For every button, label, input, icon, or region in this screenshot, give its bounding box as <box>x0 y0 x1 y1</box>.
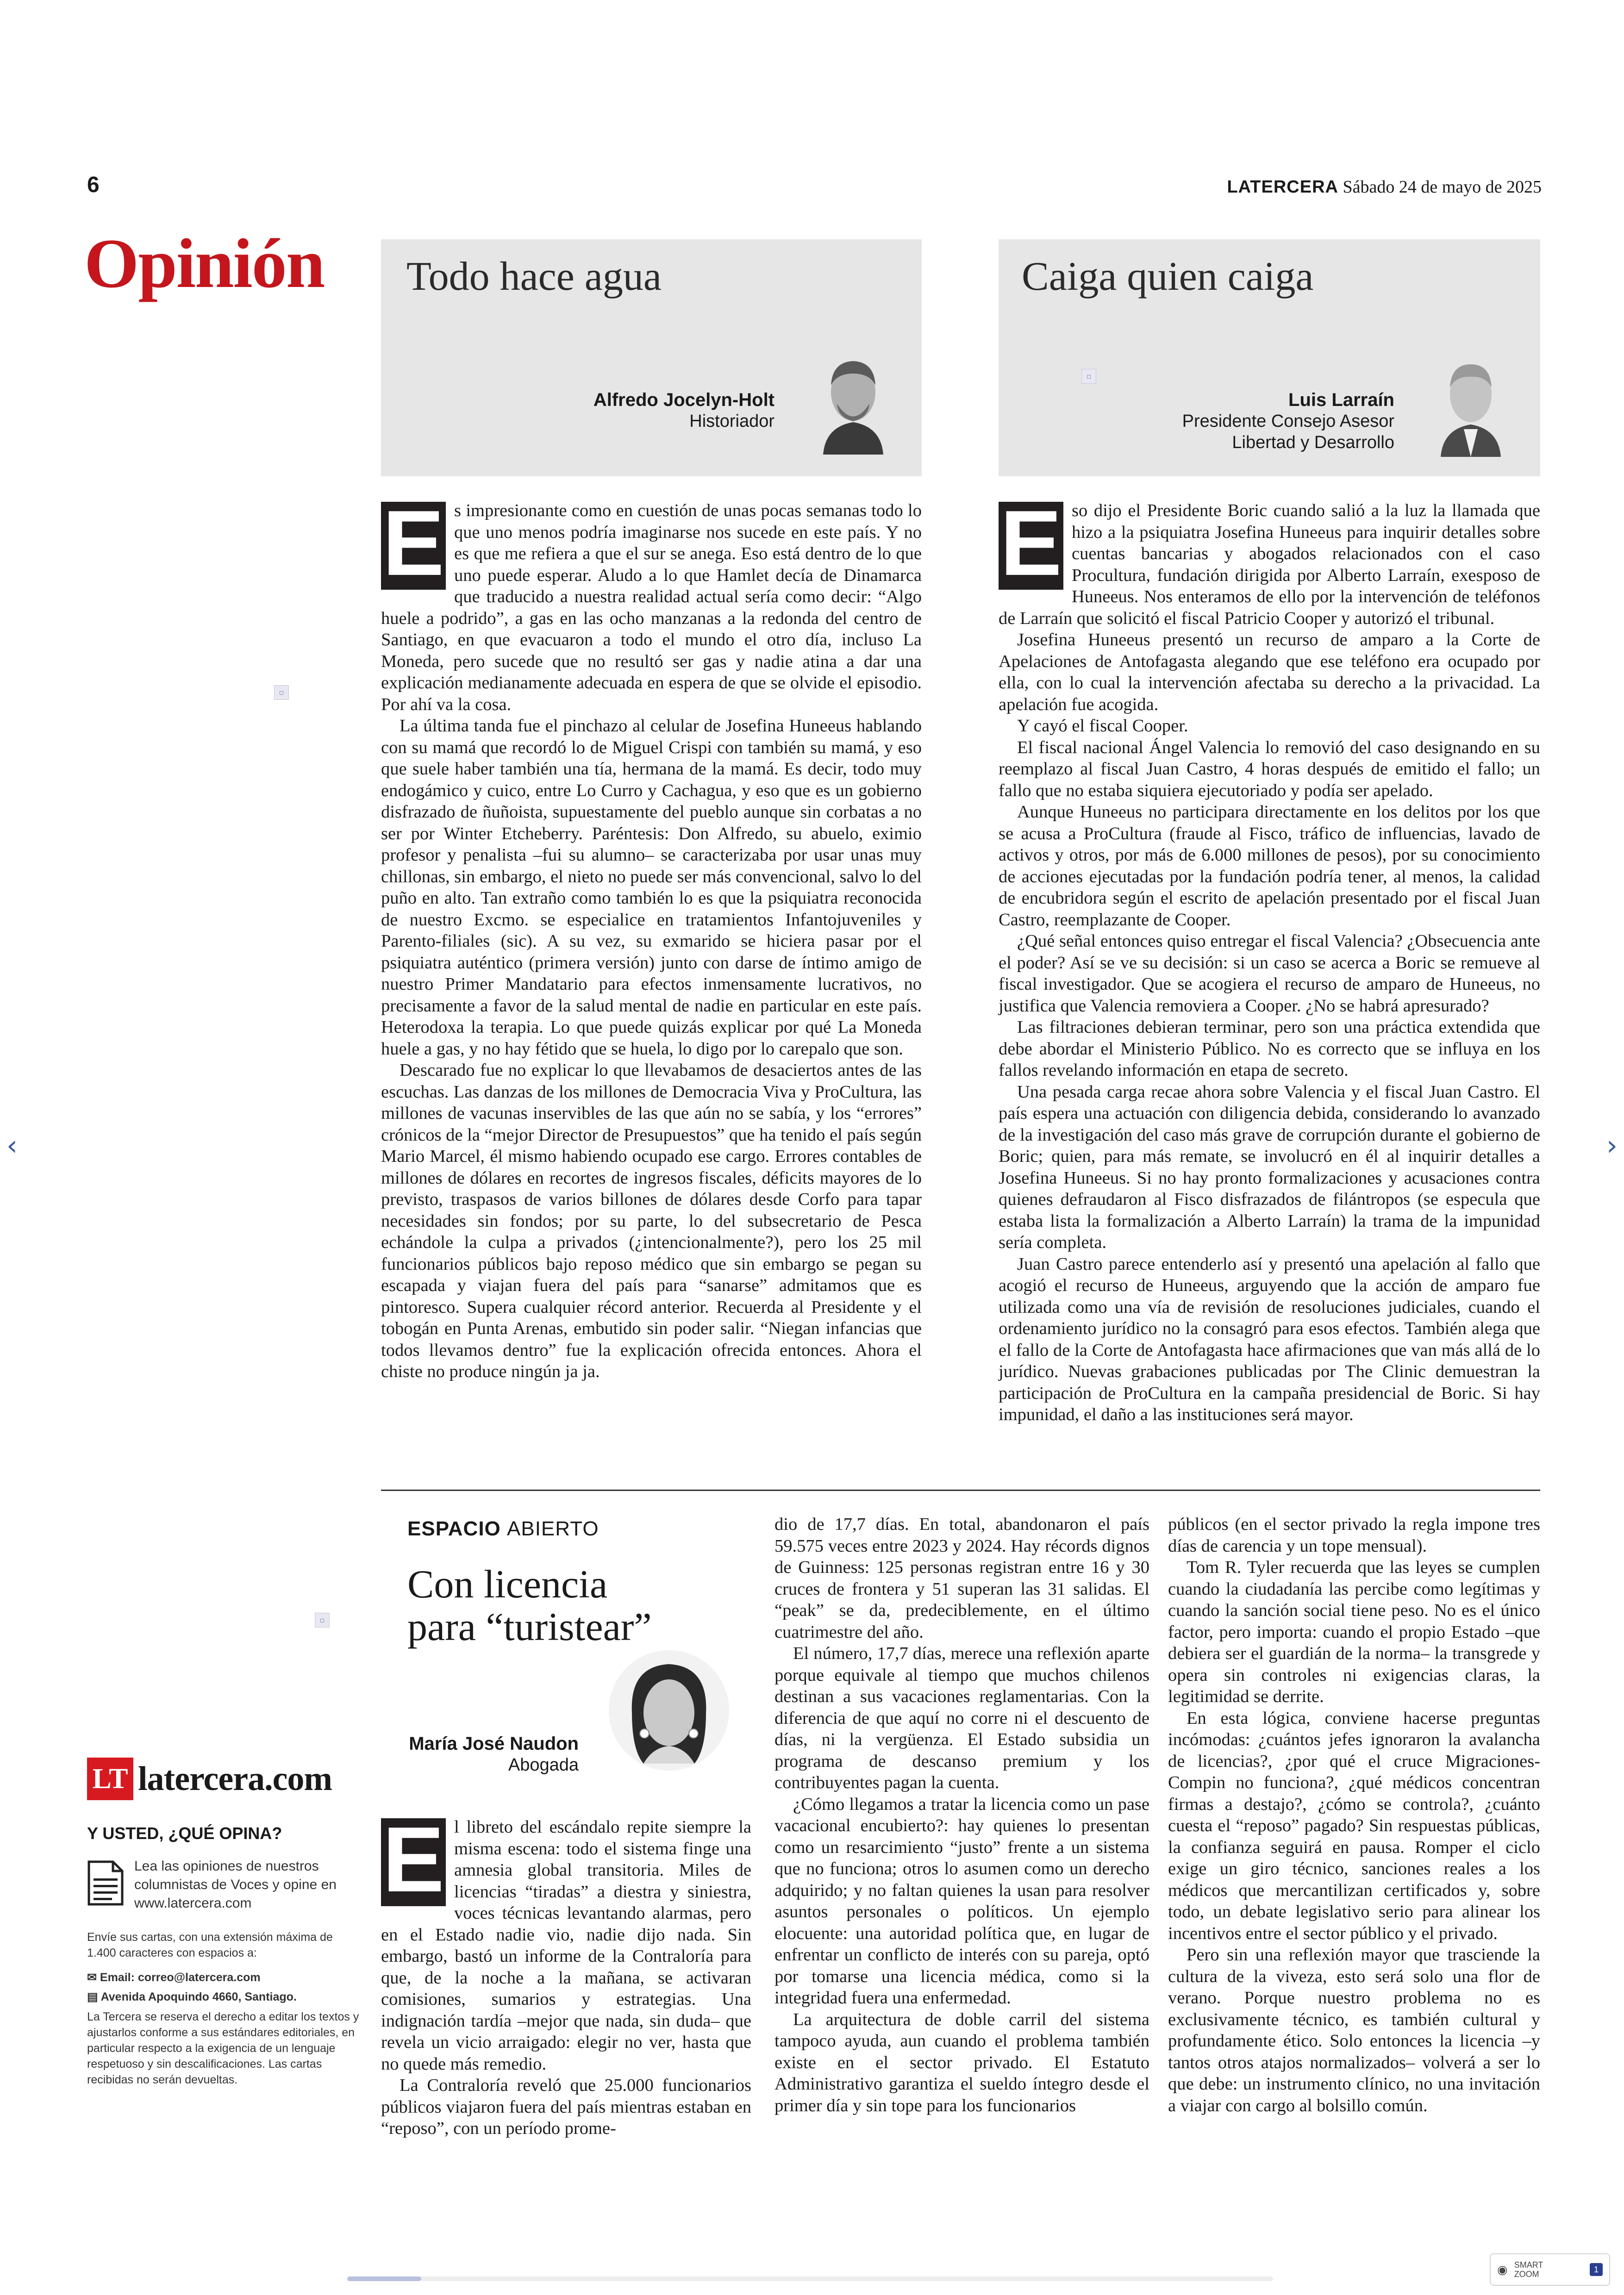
eye-icon: ◉ <box>1497 2262 1508 2276</box>
espacio-column-a <box>381 1808 751 2139</box>
paragraph: La última tanda fue el pinchazo al celular de Josefina Huneeus hablando con su mamá que recordó lo de Miguel Crispi con también su mamá, y eso que suele haber también una tía, hermana de la mamá. Es decir, todo muy endogámico y cuico, entre Lo Curro y Cachagua, y eso que es un gobierno disfrazado de ñuñoista, supuestamente del pueblo aunque sin corbatas a no ser por Winter Etcheberry. Paréntesis: Don Alfredo, su abuelo, eximio profesor y penalista –fui su alumno– se caracterizaba por usar unas muy chillonas, sin embargo, el nieto no puede ser más convencional, salvo lo del puño en alto. Tan extraño como también lo es que la psiquiatra reconocida de nuestro Excmo. se especialice en tratamientos Infantojuveniles y Parento-filiales (sic). A su vez, su exmarido se hiciera pasar por el psiquiatra auténtico (primera versión) junto con darse de íntimo amigo de nuestro Primer Mandatario para efectos inmensamente lucrativos, no precisamente a favor de la salud mental de nadie en particular en este país. Heterodoxa la terapia. Lo que puede quizás explicar por qué La Moneda huele a gas, y no hay fétido que se huela, lo digo por lo carepalo que son. <box>381 716 922 1059</box>
column-title: Todo hace agua <box>406 254 662 299</box>
paragraph: ¿Qué señal entonces quiso entregar el fiscal Valencia? ¿Obsecuencia ante el poder? Así se ve su decisión: si un caso se acerca a Boric se remueve al fiscal investigador. Que se acogiera el recurso de amparo de Huneeus, no justifica que Valencia removiera a Cooper. ¿No se habrá apresurado? <box>999 931 1540 1016</box>
espacio-column-c <box>1168 1514 1540 2116</box>
column-body <box>381 492 922 1383</box>
paragraph: Una pesada carga recae ahora sobre Valencia y el fiscal Juan Castro. El país espera una actuación con diligencia debida, considerando lo avanzado de la investigación del caso más grave de corrupción durante el gobierno de Boric; quien, para más remate, se involucró en él al inquirir detalles a Josefina Huneeus. Si no hay pronto formalizaciones y acusaciones contra quienes defraudaron al Fisco disfrazados de filántropos (se especula que estaba lista la formalización a Alberto Larraín) la trama de la impunidad sería completa. <box>999 1082 1540 1252</box>
column-body <box>999 492 1540 1426</box>
paragraph: Descarado fue no explicar lo que llevabamos de desaciertos antes de las escuchas. Las danzas de los millones de Democracia Viva y ProCultura, las millones de vacunas inservibles de las que aún no se sabía, y los “errores” crónicos de la “mejor Director de Presupuestos” que ha tenido el país según Mario Marcel, él mismo habiendo ocupado ese cargo. Errores contables de millones de dólares en recortes de ingresos fiscales, déficits mayores de lo previsto, traspasos de varios billones de dólares desde Corfo para tapar necesidades sin fondos; por su parte, lo del subsecretario de Pesca echándole la culpa a privados (¿intencionalmente?), pero los 25 mil funcionarios públicos bajo reposo médico que sin embargo se pegan su escapada y viajan fuera del país para “sanarse” admitamos que es pintoresco. Supera cualquier récord anterior. Recuerda al Presidente y el tobogán en Punta Arenas, embutido sin poder salir. “Niegan infancias que todos llevamos dentro” fue la explicación ofrecida entonces. Ahora el chiste no produce ningún ja ja. <box>381 1060 922 1381</box>
paragraph: s impresionante como en cuestión de unas pocas semanas todo lo que uno menos podría imaginarse nos sucede en este país. Y no es que me refiera a que el sur se anega. Eso está dentro de lo que uno puede esperar. Aludo a lo que Hamlet decía de Dinamarca que traducido a nuestra realidad actual sería como decir: “Algo huele a podrido”, a gas en las ocho manzanas a la redonda del centro de Santiago, en que evacuaron a todo el mundo el otro día, incluso La Moneda, pero sucede que no resultó ser gas y nadie atina a dar una explicación medianamente adecuada en espera de que se olvide el episodio. Por ahí va la cosa. <box>381 501 922 714</box>
latercera-logo[interactable] <box>87 1758 332 1800</box>
paragraph: La arquitectura de doble carril del sistema tampoco ayuda, aun cuando el problema también existe en el sector privado. El Estatuto Administrativo garantiza el sueldo íntegro desde el primer día y sin tope para los funcionarios <box>775 2009 1149 2115</box>
espacio-title: Con licencia para “turistear” <box>407 1562 652 1649</box>
author-portrait <box>1434 348 1508 457</box>
paragraph: El número, 17,7 días, merece una reflexión aparte porque equivale al tiempo que muchos chilenos destinan a sus vacaciones reglamentarias. Con la diferencia de que aquí no corre ni el descuento de días, ni la vergüenza. El Estado subsidia un programa de descanso premium y los contribuyentes pagan la cuenta. <box>775 1644 1149 1792</box>
sidebar-send-note: Envíe sus cartas, con una extensión máxima de 1.400 caracteres con espacios a: <box>87 1931 333 1959</box>
dropcap: E <box>381 502 446 590</box>
dropcap: E <box>381 1818 446 1906</box>
paper-date <box>1227 177 1542 197</box>
smart-zoom-button[interactable] <box>1490 2253 1610 2286</box>
paragraph: La Contraloría reveló que 25.000 funcionarios públicos viajaron fuera del país mientras estaban en “reposo”, con un período prome- <box>381 2076 751 2138</box>
paragraph: Aunque Huneeus no participara directamente en los delitos por los que se acusa a ProCultura (fraude al Fisco, tráfico de influencias, lavado de activos y otros, por más de 6.000 millones de pesos), por su conocimiento de acciones ejecutadas por la fundación podría tener, al menos, la calidad de encubridora según el escrito de apelación presentado por el fiscal Juan Castro, reemplazante de Cooper. <box>999 802 1540 929</box>
smart-zoom-label: SMART ZOOM <box>1514 2260 1543 2279</box>
annotation-icon[interactable]: ▫ <box>1081 369 1096 384</box>
dropcap: E <box>999 502 1063 590</box>
paragraph: so dijo el Presidente Boric cuando salió a la luz la llamada que hizo a la psiquiatra Josefina Huneeus para inquirir detalles sobre cuentas bancarias y abogados relacionados con el caso Procultura, fundación dirigida por Alberto Larraín, exesposo de Huneeus. Nos enteramos de ello por la intervención de teléfonos de Larraín que solicitó el fiscal Patricio Cooper y autorizó el tribunal. <box>999 501 1540 628</box>
paragraph: públicos (en el sector privado la regla impone tres días de carencia y un tope mensual). <box>1168 1515 1540 1556</box>
sidebar-email[interactable]: ✉ Email: correo@latercera.com <box>87 1971 261 1984</box>
author-role: Libertad y Desarrollo <box>1232 433 1394 452</box>
annotation-icon[interactable]: ▫ <box>274 685 289 700</box>
sidebar-disclaimer: La Tercera se reserva el derecho a editar los textos y ajustarlos conforme a sus estándares editoriales, en particular respecto a la exigencia de un lenguaje respetuoso y sin descalificaciones. Las cartas recibidas no serán devueltas. <box>87 2010 359 2086</box>
lt-mark: LT <box>87 1758 133 1800</box>
mailbox-icon: ▤ <box>87 1990 98 2003</box>
author-portrait <box>814 348 893 455</box>
next-page-button[interactable]: › <box>1606 1129 1618 1162</box>
author-role: Presidente Consejo Asesor <box>1182 412 1394 431</box>
author-name: Luis Larraín <box>1288 390 1394 410</box>
paragraph: Las filtraciones debieran terminar, pero son una práctica extendida que debe abordar el Ministerio Público. No es correcto que se influya en los fallos revelando información en etapa de secreto. <box>999 1017 1540 1080</box>
paragraph: Tom R. Tyler recuerda que las leyes se cumplen cuando la ciudadanía las percibe como legítimas y cuando la sanción social tiene peso. No es el único factor, pero importa: cuando el propio Estado –que debiera ser el guardián de la norma– la transgrede y opera sin controles ni exigencias claras, la legitimidad se derrite. <box>1168 1558 1540 1706</box>
paragraph: El fiscal nacional Ángel Valencia lo removió del caso designando en su reemplazo al fiscal Juan Castro, 4 horas después de emitido el fallo; un fallo que no estaba siquiera ejecutoriado y podía ser apelado. <box>999 737 1540 800</box>
espacio-kicker: ESPACIO ABIERTO <box>407 1517 599 1540</box>
page-scroll-track[interactable] <box>347 2276 1273 2281</box>
paragraph: Josefina Huneeus presentó un recurso de amparo a la Corte de Apelaciones de Antofagasta alegando que ese teléfono era ocupado por ella, con lo cual la intervención afectaba su derecho a la privacidad. La apelación fue acogida. <box>999 630 1540 714</box>
column-header-box <box>999 239 1540 476</box>
column-header-box <box>381 239 922 476</box>
section-divider <box>381 1490 1540 1491</box>
paragraph: Y cayó el fiscal Cooper. <box>1017 716 1188 736</box>
sidebar-heading: Y USTED, ¿QUÉ OPINA? <box>87 1824 282 1843</box>
prev-page-button[interactable]: ‹ <box>6 1129 18 1162</box>
paragraph: Pero sin una reflexión mayor que trasciende la cultura de la viveza, esto será solo una flor de verano. Porque nuestro problema no es exclusivamente técnico, es también cultural y profundamente ético. Solo entonces la licencia –y tantos otros atajos normalizados– volverá a ser lo que debe: un instrumento clínico, no una invitación a viajar con cargo al bolsillo común. <box>1168 1945 1540 2115</box>
author-name: María José Naudon <box>409 1734 579 1754</box>
logo-text: latercera.com <box>138 1759 332 1798</box>
page-scroll-thumb[interactable] <box>347 2276 421 2281</box>
section-title: Opinión <box>84 225 325 302</box>
smart-zoom-badge: 1 <box>1590 2263 1603 2276</box>
document-icon <box>87 1860 124 1906</box>
author-role: Abogada <box>508 1755 579 1775</box>
envelope-icon: ✉ <box>87 1971 97 1984</box>
paragraph: En esta lógica, conviene hacerse preguntas incómodas: ¿cuántos jefes ignoraron la avalancha de licencias?, ¿por qué el cruce Migraciones-Compin no funciona?, ¿qué médicos concentran firmas a destajo?, ¿cómo se controla?, ¿cuánto cuesta el “reposo” pagado? Sin respuestas públicas, la confianza seguirá en pausa. Romper el ciclo exige un giro técnico, sanciones reales a los médicos que mercantilizan certificados y, sobre todo, un debate legislativo serio para alinear los incentivos entre el sector público y el privado. <box>1168 1708 1540 1943</box>
paragraph: l libreto del escándalo repite siempre la misma escena: todo el sistema finge una amnesia global transitoria. Miles de licencias “tiradas” a diestra y siniestra, voces técnicas levantando alarmas, pero en el Estado nadie vio, nadie dijo nada. Sin embargo, bastó un informe de la Contraloría para que, de la noche a la mañana, se activaran comisiones, sumarios y estrategias. Una indignación tardía –mejor que nada, sin duda– que revela un vicio arraigado: elegir no ver, hasta que no quede más remedio. <box>381 1817 751 2074</box>
sidebar-address: ▤ Avenida Apoquindo 4660, Santiago. <box>87 1990 297 2003</box>
sidebar-intro: Lea las opiniones de nuestros columnistas de Voces y opine en www.latercera.com <box>134 1858 337 1911</box>
paragraph: ¿Cómo llegamos a tratar la licencia como un pase vacacional encubierto?: hay quienes lo presentan como un resarcimiento “justo” frente a un sistema que no funciona; otros lo asumen como un derecho adquirido; y no faltan quienes la usan para resolver asuntos personales o políticos. Un ejemplo elocuente: una autoridad política que, en lugar de enfrentar un conflicto de interés con su pareja, optó por tomarse una licencia médica, como si la integridad fuera una enfermedad. <box>775 1794 1149 2008</box>
page-number: 6 <box>87 173 100 197</box>
date-text: Sábado 24 de mayo de 2025 <box>1343 177 1542 197</box>
espacio-column-b <box>775 1514 1149 2116</box>
brand-name: LATERCERA <box>1227 177 1338 197</box>
author-name: Alfredo Jocelyn-Holt <box>593 390 775 410</box>
paragraph: Juan Castro parece entenderlo así y presentó una apelación al fallo que acogió el recurso de Huneeus, arguyendo que la acción de amparo fue utilizada como una vía de revisión de resoluciones judiciales, cuando el ordenamiento jurídico no la consagró para esos efectos. También alega que el fallo de la Corte de Antofagasta hace afirmaciones que van más allá de lo jurídico. Nuevas grabaciones publicadas por The Clinic demuestran la participación de ProCultura en la campaña presidencial de Boric. Si hay impunidad, el daño a las instituciones será mayor. <box>999 1254 1540 1424</box>
paragraph: dio de 17,7 días. En total, abandonaron el país 59.575 veces entre 2023 y 2024. Hay récords dignos de Guinness: 125 personas registran entre 16 y 30 cruces de frontera y 51 superan las 31 salidas. El “peak” se da, predeciblemente, en el último cuatrimestre del año. <box>775 1515 1149 1642</box>
author-portrait <box>606 1648 731 1773</box>
column-title: Caiga quien caiga <box>1022 254 1314 299</box>
annotation-icon[interactable]: ▫ <box>315 1613 330 1628</box>
author-role: Historiador <box>689 412 775 431</box>
